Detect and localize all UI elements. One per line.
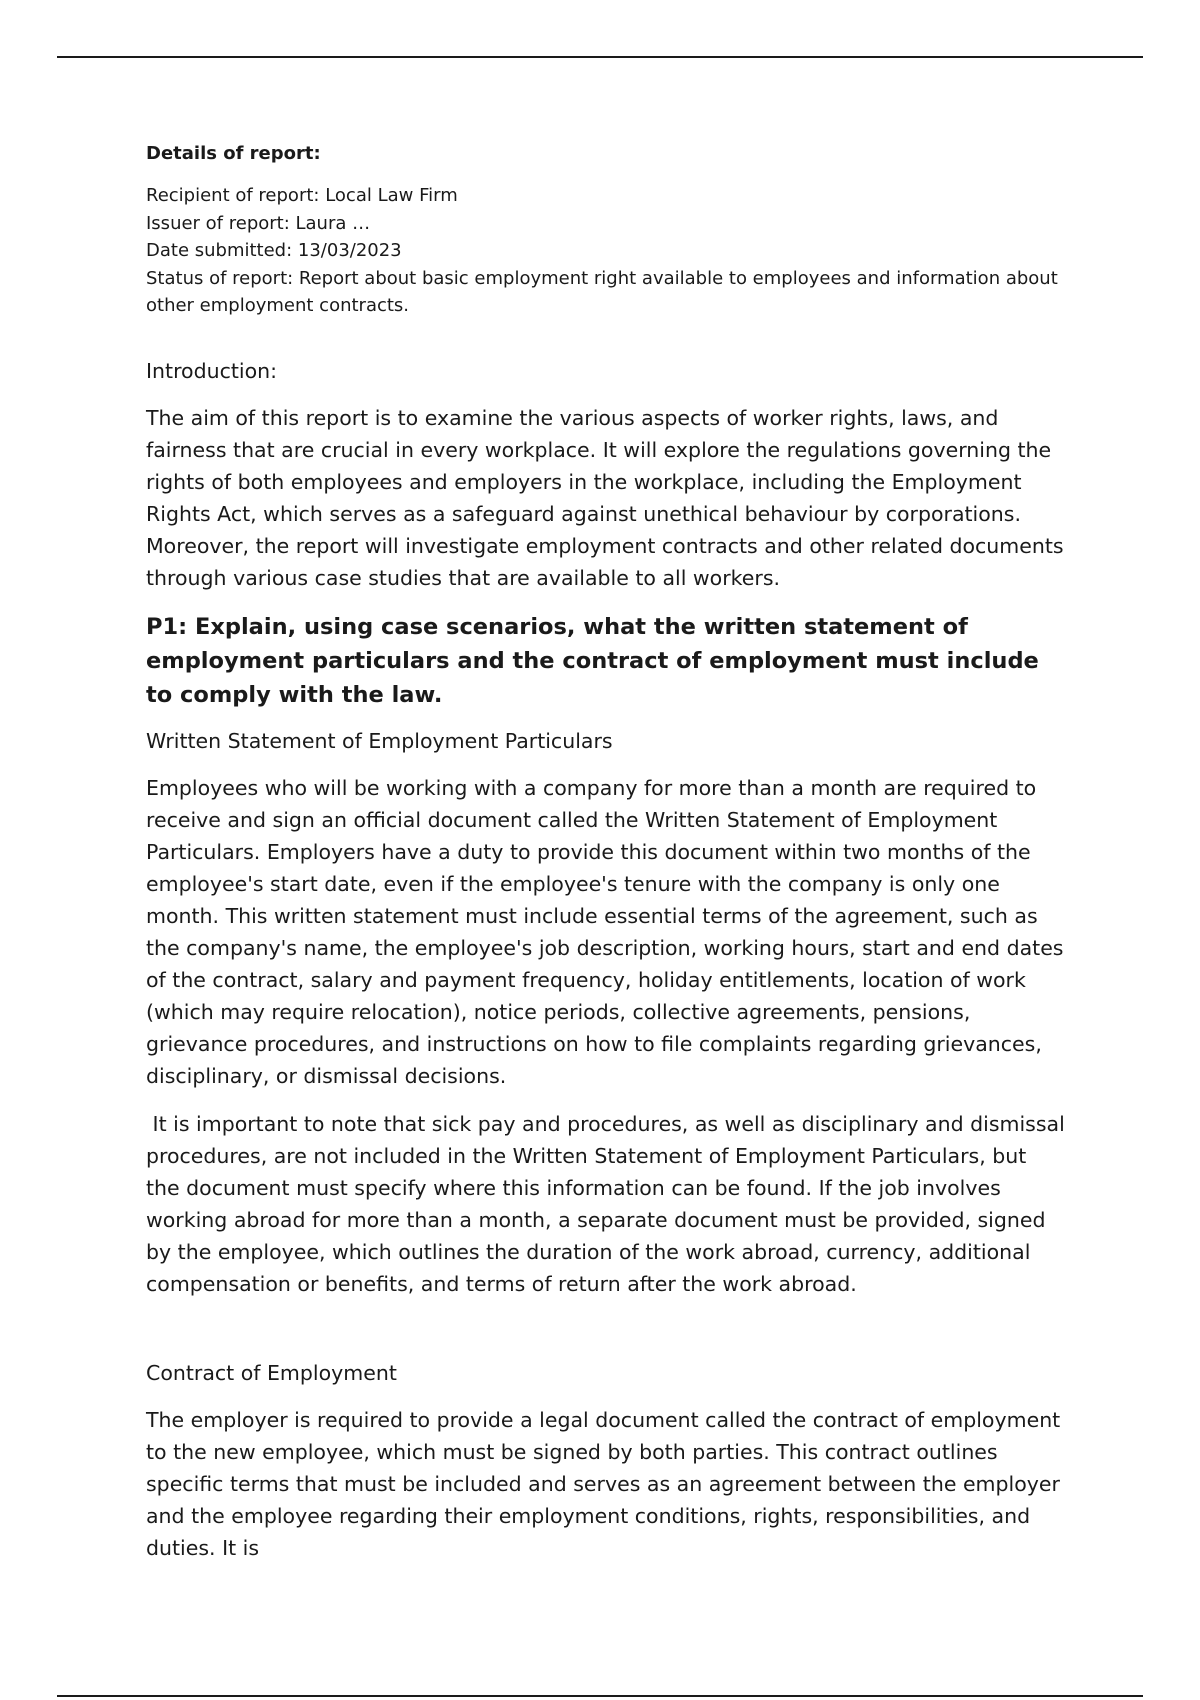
document-body xyxy=(146,140,1072,1564)
written-statement-label: Written Statement of Employment Particulars xyxy=(146,728,613,753)
detail-status: Status of report: Report about basic employment right available to employees and information about other employment contracts. xyxy=(146,267,1058,316)
detail-date: Date submitted: 13/03/2023 xyxy=(146,240,402,261)
p1-heading: P1: Explain, using case scenarios, what the written statement of employment particulars and the contract of employment must include to comply with the law. xyxy=(146,613,1039,708)
detail-issuer: Issuer of report: Laura … xyxy=(146,212,371,234)
contract-label: Contract of Employment xyxy=(146,1360,397,1385)
details-heading: Details of report: xyxy=(146,143,321,164)
detail-recipient: Recipient of report: Local Law Firm xyxy=(146,185,458,206)
written-statement-paragraph-2: It is important to note that sick pay and procedures, as well as disciplinary and dismissal procedures, are not included in the Written Statement of Employment Particulars, but the document must specify where this information can be found. If the job involves working abroad for more than a month, a separate document must be provided, signed by the employee, which outlines the duration of the work abroad, currency, additional compensation or benefits, and terms of return after the work abroad. xyxy=(146,1111,1072,1296)
introduction-paragraph: The aim of this report is to examine the various aspects of worker rights, laws, and fairness that are crucial in every workplace. It will explore the regulations governing the rights of both employees and employers in the workplace, including the Employment Rights Act, which serves as a safeguard against unethical behaviour by corporations. Moreover, the report will investigate employment contracts and other related documents through various case studies that are available to all workers. xyxy=(146,405,1064,590)
introduction-label: Introduction: xyxy=(146,358,278,383)
footer-rule xyxy=(57,1695,1143,1697)
contract-paragraph: The employer is required to provide a legal document called the contract of employment to the new employee, which must be signed by both parties. This contract outlines specific terms that must be included and serves as an agreement between the employer and the employee regarding their employment conditions, rights, responsibilities, and duties. It is xyxy=(146,1407,1061,1560)
header-rule xyxy=(57,56,1143,58)
written-statement-paragraph-1: Employees who will be working with a company for more than a month are required to receive and sign an official document called the Written Statement of Employment Particulars. Employers have a duty to provide this document within two months of the employee's start date, even if the employee's tenure with the company is only one month. This written statement must include essential terms of the agreement, such as the company's name, the employee's job description, working hours, start and end dates of the contract, salary and payment frequency, holiday entitlements, location of work (which may require relocation), notice periods, collective agreements, pensions, grievance procedures, and instructions on how to file complaints regarding grievances, disciplinary, or dismissal decisions. xyxy=(146,775,1064,1088)
details-list xyxy=(146,182,1066,320)
